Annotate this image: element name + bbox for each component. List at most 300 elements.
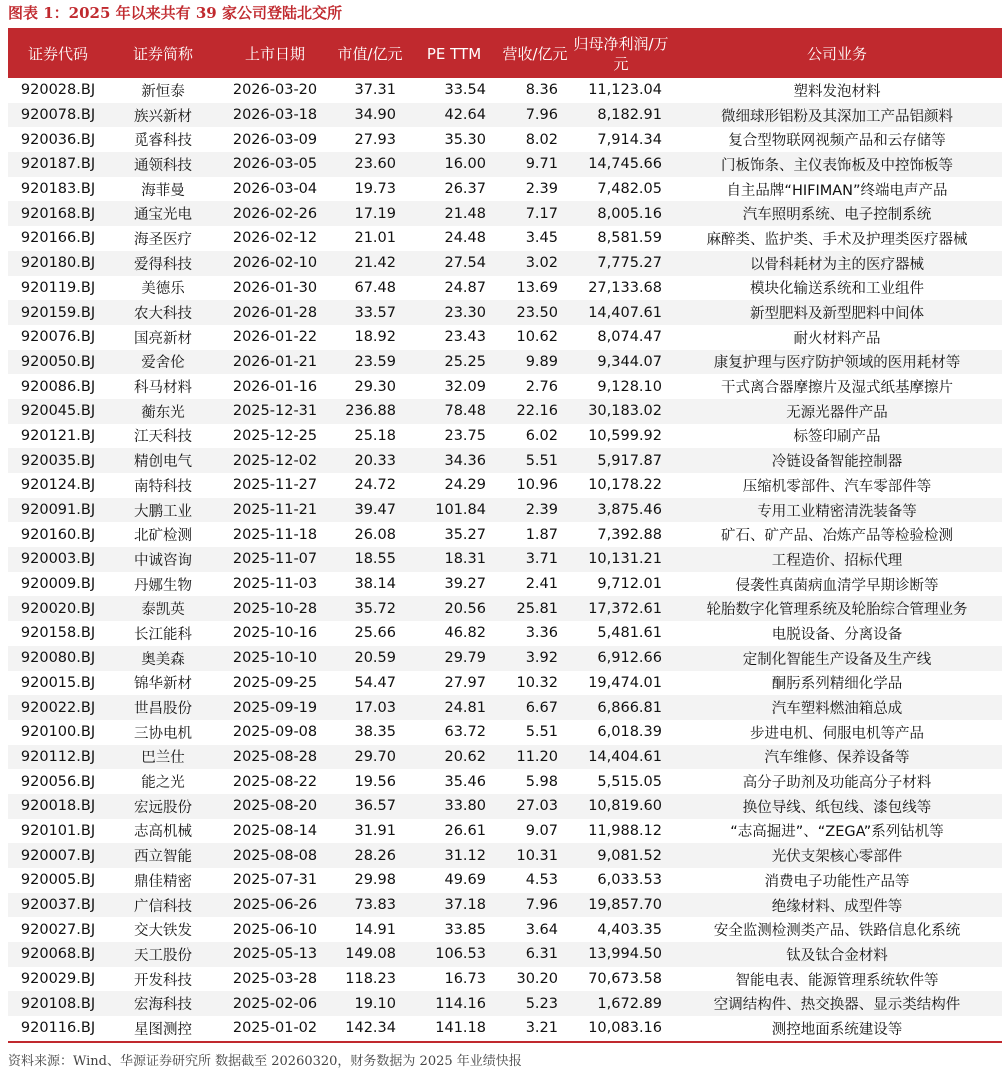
- cell-list-date: 2026-03-04: [232, 181, 318, 198]
- cell-net-profit: 10,178.22: [588, 477, 662, 494]
- cell-net-profit: 5,481.61: [597, 625, 662, 642]
- cell-market-cap: 19.73: [354, 181, 396, 198]
- cell-net-profit: 19,857.70: [588, 897, 662, 914]
- cell-pe-ttm: 101.84: [435, 502, 486, 519]
- cell-pe-ttm: 26.61: [444, 822, 486, 839]
- cell-name: 蘅东光: [141, 404, 185, 421]
- cell-revenue: 10.62: [516, 329, 558, 346]
- cell-net-profit: 6,033.53: [597, 872, 662, 889]
- table-row: [8, 819, 1002, 844]
- cell-net-profit: 5,917.87: [597, 452, 662, 469]
- cell-market-cap: 36.57: [354, 798, 396, 815]
- cell-revenue: 13.69: [516, 279, 558, 296]
- cell-name: 天工股份: [134, 947, 192, 964]
- cell-code: 920101.BJ: [20, 822, 96, 839]
- table-row: [8, 547, 1002, 572]
- table-row: [8, 572, 1002, 597]
- cell-revenue: 5.98: [525, 773, 558, 790]
- cell-name: 星图测控: [134, 1021, 192, 1038]
- table-row: [8, 769, 1002, 794]
- cell-business: 工程造价、招标代理: [771, 552, 903, 569]
- cell-business: 塑料发泡材料: [793, 83, 881, 100]
- cell-pe-ttm: 20.56: [444, 600, 486, 617]
- cell-revenue: 11.20: [516, 748, 558, 765]
- cell-pe-ttm: 63.72: [444, 724, 486, 741]
- cell-business: 测控地面系统建设等: [771, 1021, 903, 1038]
- cell-pe-ttm: 31.12: [444, 847, 486, 864]
- cell-pe-ttm: 37.18: [444, 897, 486, 914]
- cell-business: 复合型物联网视频产品和云存储等: [728, 133, 946, 150]
- cell-market-cap: 26.08: [354, 526, 396, 543]
- header-business: 公司业务: [806, 45, 867, 63]
- table-row: [8, 201, 1002, 226]
- cell-market-cap: 33.57: [354, 304, 396, 321]
- header-name: 证券简称: [132, 45, 193, 63]
- cell-business: 高分子助剂及功能高分子材料: [742, 775, 932, 792]
- cell-code: 920050.BJ: [20, 353, 96, 370]
- cell-code: 920187.BJ: [20, 156, 96, 173]
- cell-list-date: 2025-06-26: [232, 897, 318, 914]
- cell-pe-ttm: 39.27: [444, 576, 486, 593]
- cell-revenue: 9.89: [525, 353, 558, 370]
- header-market-cap: 市值/亿元: [337, 45, 403, 63]
- cell-revenue: 1.87: [525, 526, 558, 543]
- cell-net-profit: 8,074.47: [597, 329, 662, 346]
- cell-name: 交大铁发: [134, 923, 192, 940]
- cell-revenue: 25.81: [516, 600, 558, 617]
- cell-name: 大鹏工业: [134, 503, 192, 520]
- cell-list-date: 2025-11-21: [232, 502, 318, 519]
- cell-list-date: 2025-12-31: [232, 403, 318, 420]
- cell-market-cap: 142.34: [345, 1020, 396, 1037]
- table-row: [8, 745, 1002, 770]
- cell-revenue: 2.76: [525, 378, 558, 395]
- cell-pe-ttm: 21.48: [444, 205, 486, 222]
- cell-pe-ttm: 25.25: [444, 353, 486, 370]
- table-row: [8, 917, 1002, 942]
- cell-business: 消费电子功能性产品等: [764, 873, 910, 890]
- table-row: [8, 893, 1002, 918]
- cell-business: 汽车维修、保养设备等: [764, 750, 910, 767]
- cell-list-date: 2025-09-19: [232, 699, 318, 716]
- ipo-table: [8, 28, 1002, 1043]
- cell-name: 长江能科: [134, 626, 192, 643]
- cell-market-cap: 35.72: [354, 600, 396, 617]
- header-pe-ttm: PE TTM: [426, 45, 482, 63]
- cell-name: 族兴新材: [134, 108, 192, 125]
- table-row: [8, 720, 1002, 745]
- cell-net-profit: 8,581.59: [597, 230, 662, 247]
- cell-list-date: 2025-11-07: [232, 551, 318, 568]
- cell-business: 模块化输送系统和工业组件: [750, 281, 924, 298]
- cell-list-date: 2026-03-20: [232, 82, 318, 99]
- cell-name: 海菲曼: [141, 182, 185, 199]
- cell-name: 爱舍伦: [141, 355, 185, 372]
- cell-revenue: 3.45: [525, 230, 558, 247]
- cell-market-cap: 31.91: [354, 822, 396, 839]
- cell-revenue: 2.41: [525, 576, 558, 593]
- table-title: 图表 1：2025 年以来共有 39 家公司登陆北交所: [8, 4, 342, 22]
- cell-code: 920056.BJ: [20, 773, 96, 790]
- cell-net-profit: 7,914.34: [597, 131, 662, 148]
- cell-list-date: 2025-03-28: [232, 971, 318, 988]
- cell-pe-ttm: 24.29: [444, 477, 486, 494]
- cell-pe-ttm: 23.43: [444, 329, 486, 346]
- cell-code: 920028.BJ: [20, 82, 96, 99]
- cell-revenue: 23.50: [516, 304, 558, 321]
- cell-revenue: 10.96: [516, 477, 558, 494]
- cell-business: 新型肥料及新型肥料中间体: [750, 306, 924, 323]
- cell-list-date: 2026-01-21: [232, 353, 318, 370]
- cell-list-date: 2025-01-02: [232, 1020, 318, 1037]
- cell-code: 920018.BJ: [20, 798, 96, 815]
- cell-business: 标签印刷产品: [793, 429, 881, 446]
- cell-market-cap: 21.42: [354, 255, 396, 272]
- table-row: [8, 300, 1002, 325]
- table-row: [8, 671, 1002, 696]
- cell-list-date: 2026-02-12: [232, 230, 318, 247]
- cell-name: 世昌股份: [134, 701, 192, 718]
- cell-code: 920180.BJ: [20, 255, 96, 272]
- cell-code: 920166.BJ: [20, 230, 96, 247]
- cell-business: 自主品牌“HIFIMAN”终端电声产品: [726, 182, 948, 199]
- cell-market-cap: 18.92: [354, 329, 396, 346]
- cell-net-profit: 7,392.88: [597, 526, 662, 543]
- cell-list-date: 2026-03-05: [232, 156, 318, 173]
- cell-market-cap: 19.10: [354, 995, 396, 1012]
- cell-name: 新恒泰: [141, 83, 185, 100]
- cell-revenue: 3.64: [525, 921, 558, 938]
- cell-net-profit: 14,407.61: [588, 304, 662, 321]
- table-row: [8, 78, 1002, 103]
- cell-pe-ttm: 141.18: [435, 1020, 486, 1037]
- cell-pe-ttm: 35.46: [444, 773, 486, 790]
- cell-list-date: 2025-10-16: [232, 625, 318, 642]
- cell-name: 泰凯英: [141, 602, 185, 619]
- cell-list-date: 2025-12-25: [232, 427, 318, 444]
- cell-net-profit: 7,482.05: [597, 181, 662, 198]
- cell-name: 觅睿科技: [134, 133, 192, 150]
- cell-net-profit: 6,018.39: [597, 724, 662, 741]
- cell-pe-ttm: 42.64: [444, 107, 486, 124]
- cell-market-cap: 38.35: [354, 724, 396, 741]
- cell-revenue: 30.20: [516, 971, 558, 988]
- table-row: [8, 177, 1002, 202]
- cell-pe-ttm: 24.87: [444, 279, 486, 296]
- cell-pe-ttm: 33.80: [444, 798, 486, 815]
- cell-name: 广信科技: [134, 898, 192, 915]
- cell-code: 920086.BJ: [20, 378, 96, 395]
- cell-list-date: 2025-09-25: [232, 674, 318, 691]
- cell-market-cap: 29.70: [354, 748, 396, 765]
- cell-revenue: 5.23: [525, 995, 558, 1012]
- cell-market-cap: 18.55: [354, 551, 396, 568]
- cell-list-date: 2025-05-13: [232, 946, 318, 963]
- cell-business: 空调结构件、热交换器、显示类结构件: [713, 997, 961, 1014]
- cell-market-cap: 25.18: [354, 427, 396, 444]
- table-row: [8, 424, 1002, 449]
- cell-business: 绝缘材料、成型件等: [771, 898, 903, 915]
- cell-name: 宏海科技: [134, 997, 192, 1014]
- cell-market-cap: 34.90: [354, 107, 396, 124]
- cell-market-cap: 73.83: [354, 897, 396, 914]
- table-row: [8, 103, 1002, 128]
- cell-list-date: 2026-01-28: [232, 304, 318, 321]
- cell-code: 920119.BJ: [20, 279, 96, 296]
- cell-business: 光伏支架核心零部件: [771, 849, 903, 866]
- cell-name: 江天科技: [134, 429, 192, 446]
- cell-list-date: 2025-08-20: [232, 798, 318, 815]
- cell-name: 精创电气: [134, 454, 192, 471]
- cell-name: 海圣医疗: [134, 231, 192, 248]
- table-row: [8, 967, 1002, 992]
- cell-list-date: 2026-01-16: [232, 378, 318, 395]
- cell-list-date: 2025-11-18: [232, 526, 318, 543]
- cell-business: 专用工业精密清洗装备等: [757, 503, 917, 520]
- cell-business: 汽车照明系统、电子控制系统: [742, 207, 932, 224]
- cell-pe-ttm: 23.30: [444, 304, 486, 321]
- cell-business: 耐火材料产品: [793, 330, 881, 347]
- cell-pe-ttm: 114.16: [435, 995, 486, 1012]
- table-body: [8, 78, 1002, 1041]
- cell-business: 冷链设备智能控制器: [771, 454, 903, 471]
- cell-code: 920160.BJ: [20, 526, 96, 543]
- cell-code: 920022.BJ: [20, 699, 96, 716]
- cell-net-profit: 30,183.02: [588, 403, 662, 420]
- cell-code: 920108.BJ: [20, 995, 96, 1012]
- cell-net-profit: 19,474.01: [588, 674, 662, 691]
- cell-list-date: 2025-11-27: [232, 477, 318, 494]
- cell-business: 定制化智能生产设备及生产线: [742, 651, 932, 668]
- cell-name: 能之光: [141, 775, 185, 792]
- cell-name: 奥美森: [141, 651, 185, 668]
- cell-code: 920035.BJ: [20, 452, 96, 469]
- cell-list-date: 2026-02-10: [232, 255, 318, 272]
- table-row: [8, 868, 1002, 893]
- cell-market-cap: 29.30: [354, 378, 396, 395]
- cell-market-cap: 236.88: [345, 403, 396, 420]
- cell-list-date: 2025-08-08: [232, 847, 318, 864]
- cell-market-cap: 20.33: [354, 452, 396, 469]
- cell-market-cap: 23.60: [354, 156, 396, 173]
- cell-market-cap: 54.47: [354, 674, 396, 691]
- cell-net-profit: 6,912.66: [597, 650, 662, 667]
- cell-net-profit: 14,745.66: [588, 156, 662, 173]
- cell-list-date: 2025-10-10: [232, 650, 318, 667]
- cell-business: 压缩机零部件、汽车零部件等: [742, 478, 932, 495]
- cell-revenue: 6.02: [525, 427, 558, 444]
- cell-list-date: 2025-09-08: [232, 724, 318, 741]
- cell-name: 巴兰仕: [141, 750, 185, 767]
- cell-pe-ttm: 18.31: [444, 551, 486, 568]
- table-row: [8, 251, 1002, 276]
- cell-business: 电脱设备、分离设备: [771, 626, 903, 643]
- cell-revenue: 5.51: [525, 452, 558, 469]
- cell-business: 换位导线、纸包线、漆包线等: [742, 799, 932, 816]
- cell-pe-ttm: 16.00: [444, 156, 486, 173]
- cell-code: 920100.BJ: [20, 724, 96, 741]
- cell-revenue: 4.53: [525, 872, 558, 889]
- cell-list-date: 2025-07-31: [232, 872, 318, 889]
- cell-net-profit: 3,875.46: [597, 502, 662, 519]
- cell-name: 南特科技: [134, 478, 192, 495]
- cell-revenue: 10.32: [516, 674, 558, 691]
- cell-pe-ttm: 20.62: [444, 748, 486, 765]
- cell-business: 无源光器件产品: [786, 404, 888, 421]
- cell-business: 汽车塑料燃油箱总成: [771, 701, 903, 718]
- cell-net-profit: 4,403.35: [597, 921, 662, 938]
- table-row: [8, 621, 1002, 646]
- cell-pe-ttm: 32.09: [444, 378, 486, 395]
- table-row: [8, 991, 1002, 1016]
- table-row: [8, 473, 1002, 498]
- table-row: [8, 843, 1002, 868]
- cell-code: 920183.BJ: [20, 181, 96, 198]
- cell-code: 920080.BJ: [20, 650, 96, 667]
- cell-revenue: 5.51: [525, 724, 558, 741]
- cell-pe-ttm: 106.53: [435, 946, 486, 963]
- cell-revenue: 3.02: [525, 255, 558, 272]
- cell-market-cap: 14.91: [354, 921, 396, 938]
- cell-pe-ttm: 27.54: [444, 255, 486, 272]
- cell-market-cap: 39.47: [354, 502, 396, 519]
- cell-pe-ttm: 23.75: [444, 427, 486, 444]
- table-row: [8, 498, 1002, 523]
- cell-revenue: 7.96: [525, 897, 558, 914]
- cell-market-cap: 24.72: [354, 477, 396, 494]
- header-revenue: 营收/亿元: [502, 45, 568, 63]
- table-row: [8, 448, 1002, 473]
- table-header: [8, 30, 1002, 78]
- cell-revenue: 22.16: [516, 403, 558, 420]
- cell-revenue: 6.67: [525, 699, 558, 716]
- cell-pe-ttm: 34.36: [444, 452, 486, 469]
- cell-revenue: 9.71: [525, 156, 558, 173]
- table-row: [8, 127, 1002, 152]
- cell-net-profit: 6,866.81: [597, 699, 662, 716]
- cell-pe-ttm: 35.30: [444, 131, 486, 148]
- cell-business: 轮胎数字化管理系统及轮胎综合管理业务: [706, 602, 968, 619]
- cell-code: 920020.BJ: [20, 600, 96, 617]
- cell-revenue: 3.92: [525, 650, 558, 667]
- cell-pe-ttm: 33.85: [444, 921, 486, 938]
- cell-net-profit: 9,128.10: [597, 378, 662, 395]
- cell-code: 920068.BJ: [20, 946, 96, 963]
- cell-revenue: 10.31: [516, 847, 558, 864]
- cell-list-date: 2025-02-06: [232, 995, 318, 1012]
- cell-business: 钛及钛合金材料: [786, 947, 888, 964]
- cell-code: 920124.BJ: [20, 477, 96, 494]
- cell-name: 北矿检测: [134, 528, 192, 545]
- table-row: [8, 276, 1002, 301]
- cell-list-date: 2026-03-18: [232, 107, 318, 124]
- cell-code: 920036.BJ: [20, 131, 96, 148]
- cell-market-cap: 149.08: [345, 946, 396, 963]
- cell-revenue: 3.71: [525, 551, 558, 568]
- cell-business: 智能电表、能源管理系统软件等: [735, 972, 939, 989]
- cell-list-date: 2025-08-14: [232, 822, 318, 839]
- cell-name: 志高机械: [134, 824, 192, 841]
- cell-pe-ttm: 33.54: [444, 82, 486, 99]
- cell-pe-ttm: 24.48: [444, 230, 486, 247]
- cell-name: 三协电机: [134, 725, 192, 742]
- cell-market-cap: 20.59: [354, 650, 396, 667]
- cell-net-profit: 11,988.12: [588, 822, 662, 839]
- cell-code: 920159.BJ: [20, 304, 96, 321]
- cell-list-date: 2026-01-22: [232, 329, 318, 346]
- cell-code: 920158.BJ: [20, 625, 96, 642]
- cell-business: 麻醉类、监护类、手术及护理类医疗器械: [706, 231, 968, 248]
- cell-business: “志高掘进”、“ZEGA”系列钻机等: [730, 824, 944, 841]
- cell-code: 920007.BJ: [20, 847, 96, 864]
- cell-revenue: 6.31: [525, 946, 558, 963]
- cell-list-date: 2025-08-28: [232, 748, 318, 765]
- cell-market-cap: 29.98: [354, 872, 396, 889]
- cell-code: 920076.BJ: [20, 329, 96, 346]
- cell-name: 西立智能: [134, 849, 192, 866]
- cell-list-date: 2025-10-28: [232, 600, 318, 617]
- cell-market-cap: 23.59: [354, 353, 396, 370]
- table-row: [8, 522, 1002, 547]
- header-net-profit: 归母净利润/万元: [573, 35, 669, 73]
- cell-revenue: 27.03: [516, 798, 558, 815]
- cell-net-profit: 10,083.16: [588, 1020, 662, 1037]
- cell-pe-ttm: 24.81: [444, 699, 486, 716]
- cell-market-cap: 38.14: [354, 576, 396, 593]
- table-row: [8, 374, 1002, 399]
- cell-net-profit: 11,123.04: [588, 82, 662, 99]
- table-row: [8, 350, 1002, 375]
- cell-net-profit: 14,404.61: [588, 748, 662, 765]
- cell-name: 农大科技: [134, 306, 192, 323]
- cell-business: 以骨科耗材为主的医疗器械: [750, 256, 924, 273]
- cell-revenue: 7.96: [525, 107, 558, 124]
- table-row: [8, 695, 1002, 720]
- cell-net-profit: 13,994.50: [588, 946, 662, 963]
- cell-net-profit: 10,131.21: [588, 551, 662, 568]
- cell-net-profit: 10,599.92: [588, 427, 662, 444]
- cell-list-date: 2026-03-09: [232, 131, 318, 148]
- cell-net-profit: 9,712.01: [597, 576, 662, 593]
- cell-code: 920029.BJ: [20, 971, 96, 988]
- cell-market-cap: 25.66: [354, 625, 396, 642]
- cell-name: 通宝光电: [134, 207, 192, 224]
- cell-pe-ttm: 49.69: [444, 872, 486, 889]
- cell-revenue: 9.07: [525, 822, 558, 839]
- table-row: [8, 942, 1002, 967]
- cell-market-cap: 17.19: [354, 205, 396, 222]
- cell-revenue: 8.02: [525, 131, 558, 148]
- cell-code: 920005.BJ: [20, 872, 96, 889]
- cell-name: 美德乐: [141, 281, 185, 298]
- cell-revenue: 3.36: [525, 625, 558, 642]
- cell-code: 920091.BJ: [20, 502, 96, 519]
- cell-name: 宏远股份: [134, 799, 192, 816]
- cell-business: 微细球形铝粉及其深加工产品铝颜料: [721, 108, 953, 125]
- cell-business: 干式离合器摩擦片及湿式纸基摩擦片: [721, 380, 953, 397]
- cell-pe-ttm: 46.82: [444, 625, 486, 642]
- cell-pe-ttm: 35.27: [444, 526, 486, 543]
- cell-name: 科马材料: [134, 380, 192, 397]
- cell-list-date: 2025-11-03: [232, 576, 318, 593]
- cell-business: 酮肟系列精细化学品: [771, 676, 903, 693]
- cell-pe-ttm: 78.48: [444, 403, 486, 420]
- cell-code: 920027.BJ: [20, 921, 96, 938]
- cell-pe-ttm: 27.97: [444, 674, 486, 691]
- cell-pe-ttm: 26.37: [444, 181, 486, 198]
- table-row: [8, 399, 1002, 424]
- cell-business: 步进电机、伺服电机等产品: [750, 725, 924, 742]
